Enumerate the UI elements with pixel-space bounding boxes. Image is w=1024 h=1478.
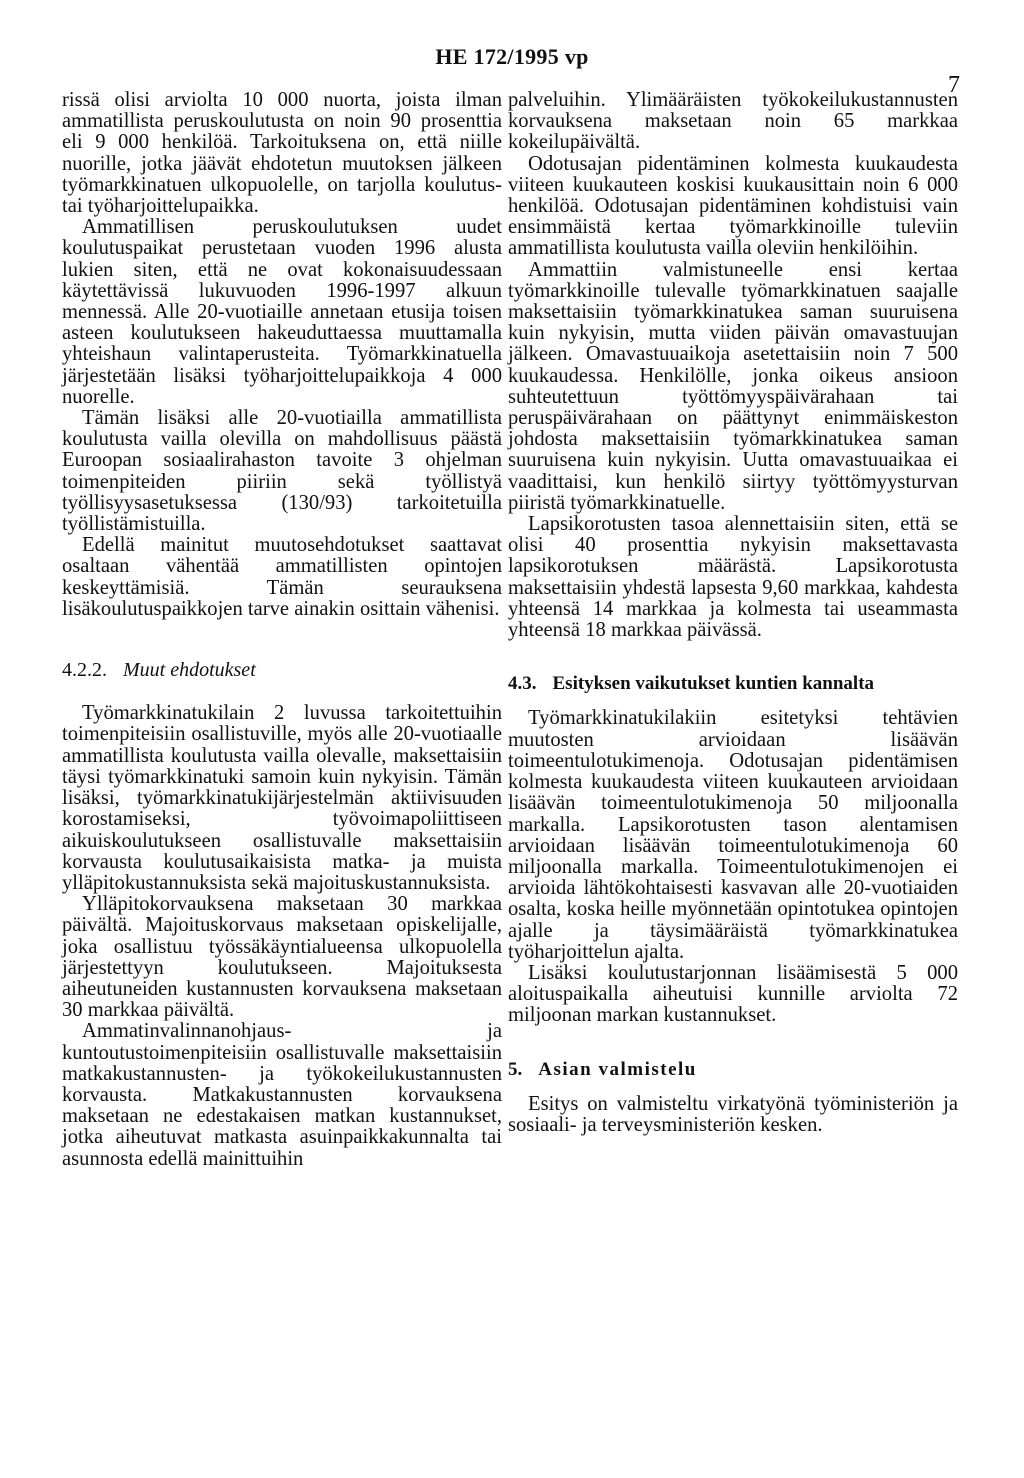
- paragraph: Ylläpitokorvauksena maksetaan 30 markkaa päivältä. Majoituskorvaus maksetaan opiskelijalle, joka osallistuu työssäkäyntialueensa ulkopuolella järjestettyyn koulutukseen. Majoituksesta aiheutuneiden kustannusten korvauksena maksetaan 30 markkaa päivältä.: [62, 893, 502, 1022]
- paragraph: palveluihin. Ylimääräisten työkokeilukustannusten korvauksena maksetaan noin 65 markkaa kokeilupäivältä.: [508, 89, 958, 154]
- paragraph: rissä olisi arviolta 10 000 nuorta, joista ilman ammatillista peruskoulutusta on noin 90 prosenttia eli 9 000 henkilöä. Tarkoituksena on, että niille nuorille, jotka jäävät ehdotetun muutoksen jälkeen työmarkkinatuen ulkopuolelle, on tarjolla koulutus- tai työharjoittelupaikka.: [62, 89, 502, 218]
- paragraph: Työmarkkinatukilakiin esitetyksi tehtävien muutosten arvioidaan lisäävän toimeentulotukimenoja. Odotusajan pidentämisen kolmesta kuukaudesta viiteen kuukauteen arvioidaan lisäävän toimeentulotukimenoja 50 miljoonalla markalla. Lapsikorotusten tason alentamisen arvioidaan lisäävän toimeentulotukimenoja 60 miljoonalla markalla. Toimeentulotukimenojen ei arvioida lähtökohtaisesti kasvavan alle 20-vuotiaiden osalta, koska heille myönnetään opintotukea opintojen ajalle ja täysimääräistä työmarkkinatukea työharjoittelun ajalta.: [508, 707, 958, 963]
- document-header: HE 172/1995 vp: [435, 44, 589, 69]
- section-heading-5: [508, 1059, 958, 1080]
- paragraph: Edellä mainitut muutosehdotukset saattavat osaltaan vähentää ammatillisten opintojen keskeyttämisiä. Tämän seurauksena lisäkoulutuspaikkojen tarve ainakin osittain vähenisi.: [62, 534, 502, 620]
- paragraph: Ammatillisen peruskoulutuksen uudet koulutuspaikat perustetaan vuoden 1996 alusta lukien siten, että ne ovat kokonaisuudessaan käytettävissä lukuvuoden 1996-1997 alkuun mennessä. Alle 20-vuotiaille annetaan etusija toisen asteen koulutukseen hakeuduttaessa muuttamalla yhteishaun valintaperusteita. Työmarkkinatuella järjestetään lisäksi työharjoittelupaikkoja 4 000 nuorelle.: [62, 216, 502, 408]
- left-column: [62, 90, 502, 1170]
- paragraph: Lisäksi koulutustarjonnan lisäämisestä 5 000 aloituspaikalla aiheutuisi kunnille arviolta 72 miljoonan markan kustannukset.: [508, 961, 958, 1027]
- paragraph: Tämän lisäksi alle 20-vuotiailla ammatillista koulutusta vailla olevilla on mahdollisuus päästä Euroopan sosiaalirahaston tavoite 3 ohjelman toimenpiteiden piiriin sekä työllistyä työllisyysasetuksessa (130/93) tarkoitetuilla työllistämistuilla.: [62, 407, 502, 536]
- subheading-number: 4.2.2.: [62, 659, 107, 682]
- paragraph: Ammatinvalinnanohjaus- ja kuntoutustoimenpiteisiin osallistuvalle maksettaisiin matkakustannusten- ja työkokeilukustannusten korvausta. Matkakustannusten korvauksena maksetaan ne edestakaisen matkan kustannukset, jotka aiheutuvat matkasta asuinpaikkakunnalta tai asunnosta edellä mainittuihin: [62, 1020, 502, 1170]
- section-number: 5.: [508, 1058, 523, 1080]
- right-column: [508, 90, 958, 1136]
- paragraph: Lapsikorotusten tasoa alennettaisiin siten, että se olisi 40 prosenttia nykyisin maksettavasta lapsikorotuksen määrästä. Lapsikorotusta maksettaisiin yhdestä lapsesta 9,60 markkaa, kahdesta yhteensä 14 markkaa ja kolmesta tai useammasta yhteensä 18 markkaa päivässä.: [508, 513, 958, 642]
- paragraph: Odotusajan pidentäminen kolmesta kuukaudesta viiteen kuukauteen koskisi kuukausittain noin 6 000 henkilöä. Odotusajan pidentäminen kohdistuisi vain ensimmäistä kertaa työmarkkinoille tuleviin ammatillista koulutusta vailla oleviin henkilöihin.: [508, 152, 958, 260]
- section-title: Esityksen vaikutukset kuntien kannalta: [552, 673, 875, 695]
- paragraph: Työmarkkinatukilain 2 luvussa tarkoitettuihin toimenpiteisiin osallistuville, myös alle 20-vuotiaalle ammatillista koulutusta vailla olevalle, maksettaisiin täysi työmarkkinatuki samoin kuin nykyisin. Tämän lisäksi, työmarkkinatukijärjestelmän aktiivisuuden korostamiseksi, työvoimapoliittiseen aikuiskoulutukseen osallistuvalle maksettaisiin korvausta koulutusaikaisista matka- ja muista ylläpitokustannuksista sekä majoituskustannuksista.: [62, 702, 502, 894]
- section-heading-4-3: [508, 673, 958, 694]
- page-number: 7: [948, 72, 960, 98]
- section-number: 4.3.: [508, 673, 537, 695]
- subheading-title: Muut ehdotukset: [123, 659, 256, 682]
- paragraph: Ammattiin valmistuneelle ensi kertaa työmarkkinoille tulevalle työmarkkinatuen saajalle maksettaisiin työmarkkinatukea saman suuruisena kuin nykyisin, mutta viiden päivän omavastuujan jälkeen. Omavastuuaikoja asetettaisiin noin 7 500 kuukaudessa. Henkilölle, jonka oikeus ansioon suhteutettuun työttömyyspäivärahaan tai peruspäivärahaan on päättynyt enimmäiskeston johdosta maksettaisiin työmarkkinatukea saman suuruisena kuin nykyisin. Uutta omavastuuaikaa ei vaadittaisi, kun henkilö siirtyy työttömyysturvan piiristä työmarkkinatuelle.: [508, 258, 958, 514]
- subheading-4-2-2: [62, 660, 502, 681]
- section-title: Asian valmistelu: [538, 1058, 697, 1080]
- paragraph: Esitys on valmisteltu virkatyönä työministeriön ja sosiaali- ja terveysministeriön kesken.: [508, 1092, 958, 1136]
